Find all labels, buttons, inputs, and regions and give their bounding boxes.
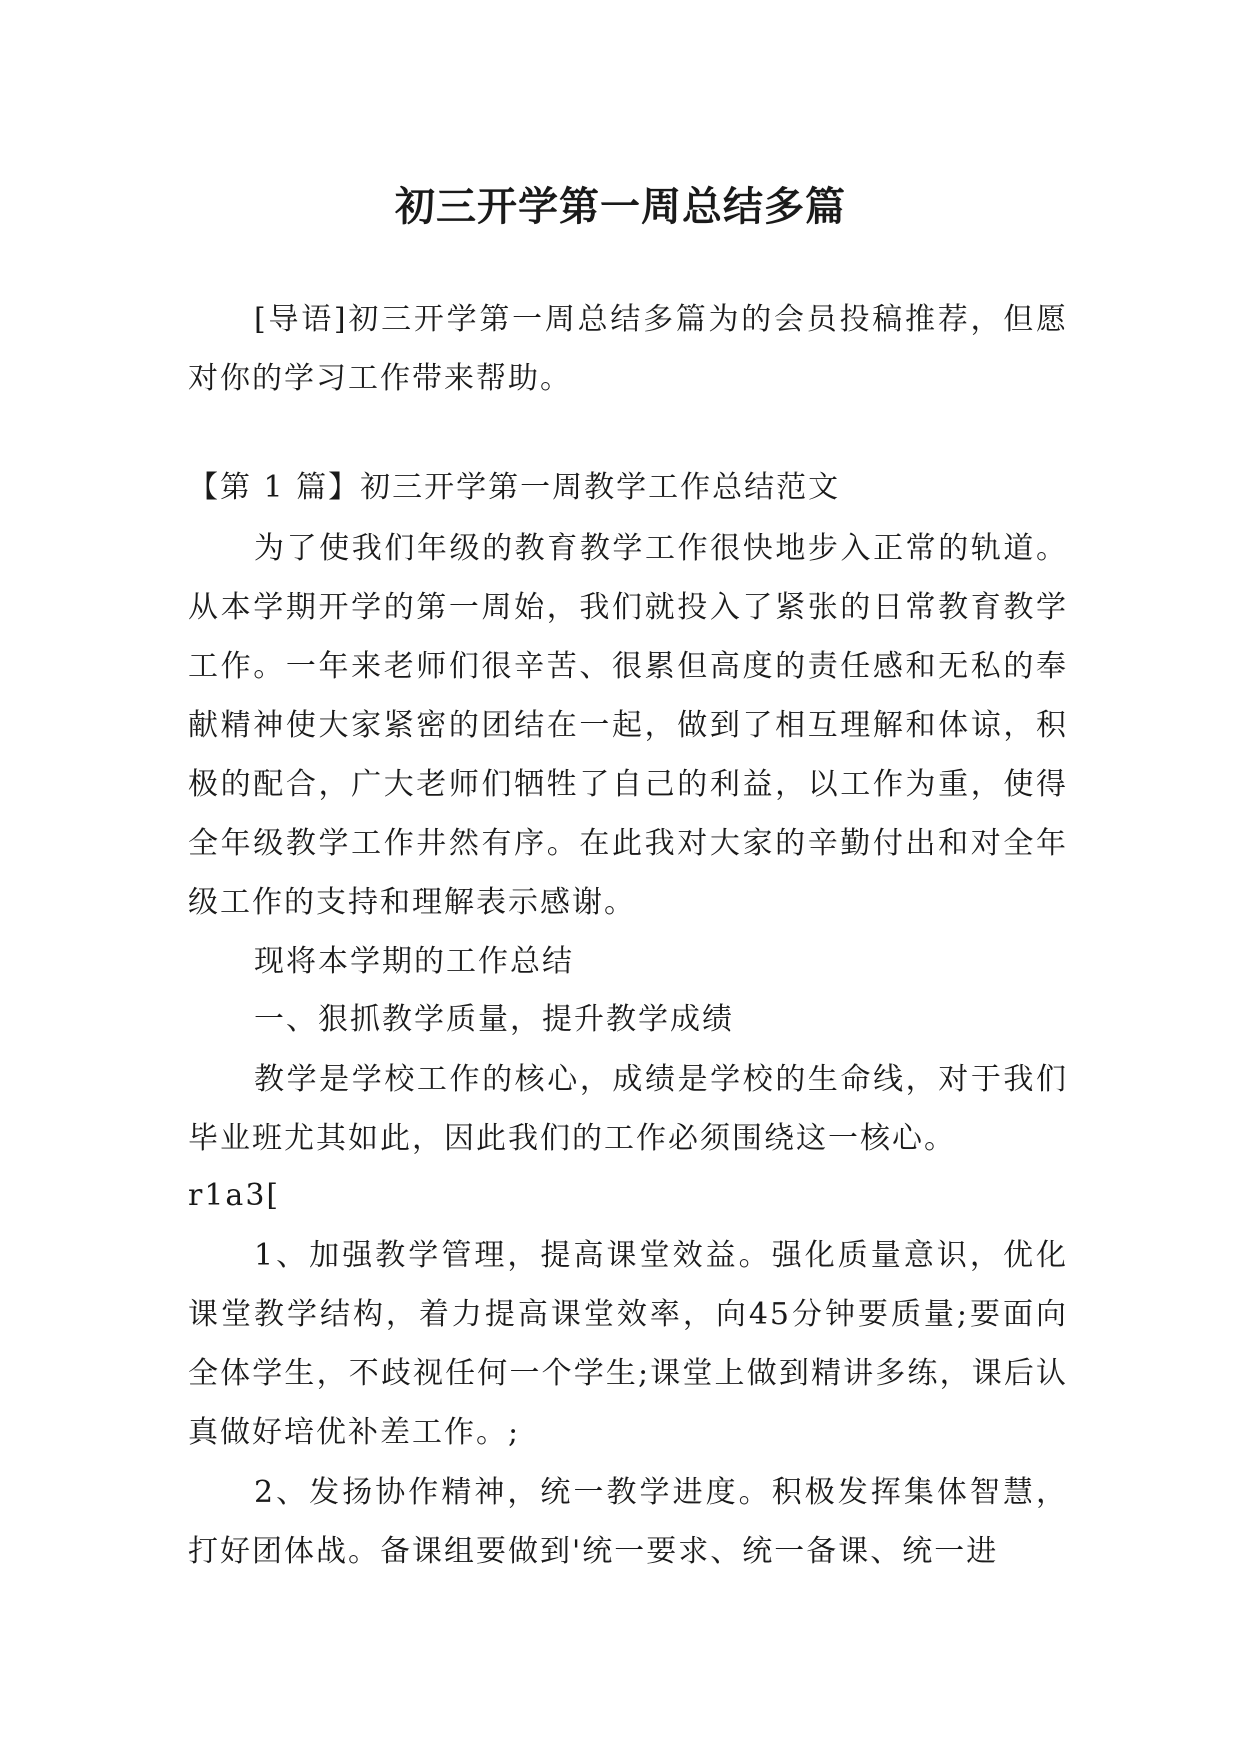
section-heading: 【第 1 篇】初三开学第一周教学工作总结范文 [188,470,841,505]
document-title: 初三开学第一周总结多篇 [395,182,846,230]
body-paragraph: r1a3[ [188,1178,281,1213]
body-paragraph: 教学是学校工作的核心，成绩是学校的生命线，对于我们毕业班尤其如此，因此我们的工作必须围绕这一核心。 [188,1062,1068,1156]
body-paragraph: 现将本学期的工作总结 [254,944,574,979]
intro-paragraph: [导语]初三开学第一周总结多篇为的会员投稿推荐，但愿对你的学习工作带来帮助。 [188,302,1068,396]
body-paragraph: 2、发扬协作精神，统一教学进度。积极发挥集体智慧，打好团体战。备课组要做到'统一要求、统一备课、统一进 [188,1475,1068,1569]
section-subheading: 一、狠抓教学质量，提升教学成绩 [254,1002,734,1037]
body-paragraph: 为了使我们年级的教育教学工作很快地步入正常的轨道。从本学期开学的第一周始，我们就投入了紧张的日常教育教学工作。一年来老师们很辛苦、很累但高度的责任感和无私的奉献精神使大家紧密的团结在一起，做到了相互理解和体谅，积极的配合，广大老师们牺牲了自己的利益，以工作为重，使得全年级教学工作井然有序。在此我对大家的辛勤付出和对全年级工作的支持和理解表示感谢。 [188,531,1068,920]
body-paragraph: 1、加强教学管理，提高课堂效益。强化质量意识，优化课堂教学结构，着力提高课堂效率，向45分钟要质量;要面向全体学生，不歧视任何一个学生;课堂上做到精讲多练，课后认真做好培优补差工作。; [188,1238,1068,1450]
